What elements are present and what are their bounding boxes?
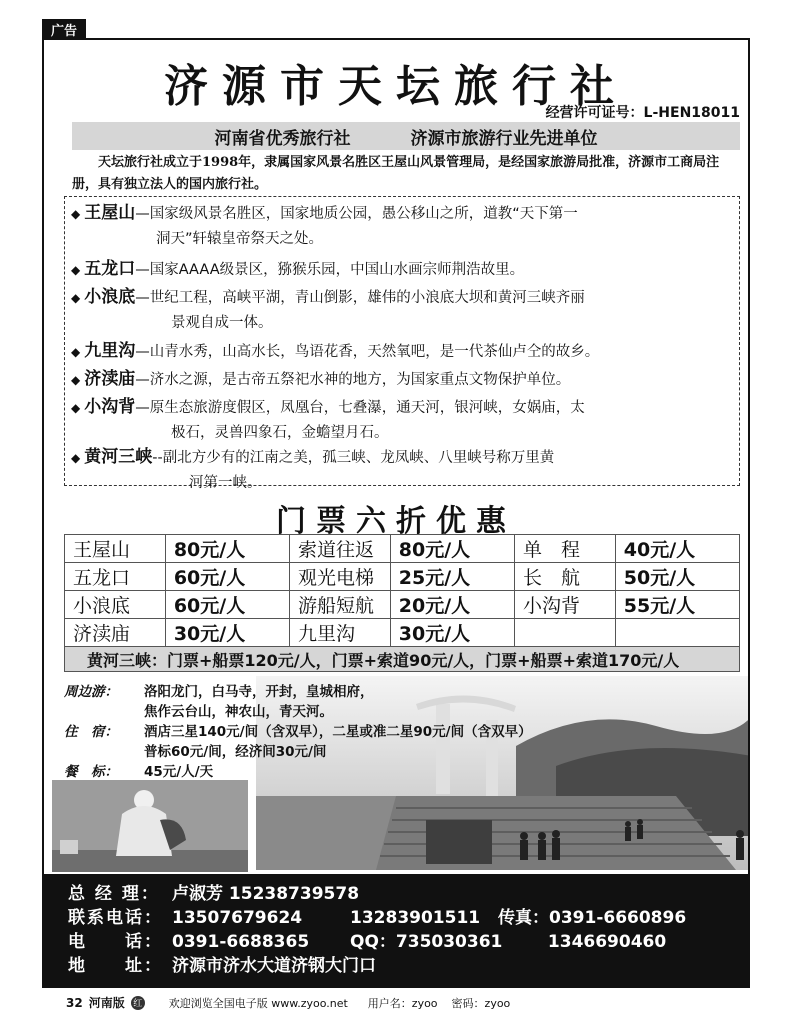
spot-sep: — xyxy=(135,262,150,278)
table-row xyxy=(65,619,740,647)
spot-sep: — xyxy=(135,344,150,360)
price-name: 长 航 xyxy=(514,563,615,591)
spot-sep: — xyxy=(135,290,150,306)
price-value: 55元/人 xyxy=(615,591,739,619)
price-value: 80元/人 xyxy=(165,535,289,563)
ad-tag: 广告 xyxy=(42,19,86,39)
price-name: 小沟背 xyxy=(514,591,615,619)
price-name: 单 程 xyxy=(514,535,615,563)
spot-name: 九里沟 xyxy=(84,341,136,361)
spot-desc-cont: 洞天”轩辕皇帝祭天之处。 xyxy=(156,231,324,247)
diamond-bullet-icon: ◆ xyxy=(71,207,81,221)
stay-value-2: 普标60元/间，经济间30元/间 xyxy=(144,744,327,760)
spot-desc: 山青水秀，山高水长，鸟语花香，天然氧吧，是一代茶仙卢仝的故乡。 xyxy=(149,344,600,360)
price-name: 王屋山 xyxy=(65,535,166,563)
agency-title: 济源市天坛旅行社 xyxy=(164,61,628,112)
spot-desc: 世纪工程，高峡平湖，青山倒影，雄伟的小浪底大坝和黄河三峡齐丽 xyxy=(149,290,585,306)
price-value: 50元/人 xyxy=(615,563,739,591)
spot-xiaogoubei xyxy=(71,395,733,446)
intro-text: 天坛旅行社成立于1998年，隶属国家风景名胜区王屋山风景管理局，是经国家旅游局批准，济源市工商局注册，具有独立法人的国内旅行社。 xyxy=(72,155,720,192)
spot-name: 小浪底 xyxy=(84,287,136,307)
spot-name: 小沟背 xyxy=(84,397,136,417)
address-row xyxy=(68,954,738,978)
scenic-spots-box xyxy=(64,196,740,491)
price-value xyxy=(615,619,739,647)
ticket-price-table xyxy=(64,534,740,647)
tour-line-1 xyxy=(64,682,374,702)
tour-value-1: 洛阳龙门，白马寺，开封，皇城相府， xyxy=(144,684,374,700)
diamond-bullet-icon: ◆ xyxy=(71,345,81,359)
price-name: 观光电梯 xyxy=(289,563,390,591)
promo-title: 门票六折优惠 xyxy=(276,504,516,539)
spot-sep: — xyxy=(135,372,150,388)
ad-frame xyxy=(42,38,750,988)
spot-desc-cont: 河第一峡。 xyxy=(189,475,262,491)
spot-name: 五龙口 xyxy=(84,259,136,279)
price-name: 索道往返 xyxy=(289,535,390,563)
diamond-bullet-icon: ◆ xyxy=(71,263,81,277)
table-row xyxy=(65,563,740,591)
footer-password: 密码：zyoo xyxy=(451,996,511,1010)
price-name: 小浪底 xyxy=(65,591,166,619)
spot-huanghesanxia xyxy=(71,445,733,496)
price-name: 济渎庙 xyxy=(65,619,166,647)
price-name: 游船短航 xyxy=(289,591,390,619)
stay-label: 住 宿： xyxy=(64,724,118,740)
qq-extra: 1346690460 xyxy=(547,932,667,952)
meal-line xyxy=(64,762,213,782)
spot-wangwushan xyxy=(71,201,733,252)
edition-label: 河南版 xyxy=(88,996,125,1010)
stay-line-1 xyxy=(64,722,532,742)
tel-value: 0391-6688365 xyxy=(172,932,310,952)
statue-photo xyxy=(52,780,248,872)
spot-sep: — xyxy=(135,206,150,222)
diamond-bullet-icon: ◆ xyxy=(71,373,81,387)
price-value: 80元/人 xyxy=(390,535,514,563)
spot-desc: 济水之源，是古帝五祭祀水神的地方，为国家重点文物保护单位。 xyxy=(149,372,571,388)
contact-panel xyxy=(44,874,748,988)
edition-badge-icon: 红 xyxy=(131,996,145,1010)
honor-1: 河南省优秀旅行社 xyxy=(214,128,351,149)
price-value: 25元/人 xyxy=(390,563,514,591)
fax-value: 0391-6660896 xyxy=(549,908,687,928)
spot-sep: -- xyxy=(152,450,163,466)
price-value: 40元/人 xyxy=(615,535,739,563)
spot-desc-cont: 极石，灵兽四象石，金蟾望月石。 xyxy=(171,425,389,441)
price-name: 五龙口 xyxy=(65,563,166,591)
manager-value: 卢淑芳 15238739578 xyxy=(172,884,360,904)
spot-name: 王屋山 xyxy=(84,203,136,223)
tel-row xyxy=(68,930,738,954)
license-number: 经营许可证号：L-HEN18011 xyxy=(545,105,740,121)
spot-xiaolangdi xyxy=(71,285,733,336)
site-note[interactable]: 欢迎浏览全国电子版 www.zyoo.net xyxy=(168,996,348,1010)
stay-value-1: 酒店三星140元/间（含双早），二星或准二星90元/间（含双早） xyxy=(144,724,532,740)
price-value: 30元/人 xyxy=(390,619,514,647)
manager-row xyxy=(68,882,738,906)
price-name xyxy=(514,619,615,647)
tel-label: 电 话： xyxy=(68,932,163,952)
diamond-bullet-icon: ◆ xyxy=(71,401,81,415)
page-footer xyxy=(66,994,510,1011)
page-number: 32 xyxy=(66,995,83,1010)
huanghe-price-bar: 黄河三峡：门票+船票120元/人，门票+索道90元/人，门票+船票+索道170元/人 xyxy=(64,646,740,672)
diamond-bullet-icon: ◆ xyxy=(71,451,81,465)
manager-label: 总 经 理： xyxy=(68,884,160,904)
price-value: 60元/人 xyxy=(165,563,289,591)
price-value: 60元/人 xyxy=(165,591,289,619)
honor-2: 济源市旅游行业先进单位 xyxy=(410,128,598,149)
spot-desc: 国家级风景名胜区，国家地质公园，愚公移山之所，道教“天下第一 xyxy=(149,206,578,222)
spot-wulongkou xyxy=(71,257,733,283)
price-value: 20元/人 xyxy=(390,591,514,619)
phone-label: 联系电话： xyxy=(68,908,163,928)
spot-sep: — xyxy=(135,400,150,416)
spot-jiuligou xyxy=(71,339,733,365)
table-row xyxy=(65,591,740,619)
phone-2: 13283901511 xyxy=(350,908,481,928)
tour-value-2: 焦作云台山，神农山，青天河。 xyxy=(144,704,333,720)
table-row xyxy=(65,535,740,563)
address-value: 济源市济水大道济钢大门口 xyxy=(172,956,376,976)
footer-user: 用户名：zyoo xyxy=(367,996,438,1010)
tour-label: 周边游： xyxy=(64,684,118,700)
spot-desc: 原生态旅游度假区，凤凰台，七叠瀑，通天河，银河峡，女娲庙，太 xyxy=(149,400,585,416)
qq-label: QQ： xyxy=(350,932,396,952)
qq-value: 735030361 xyxy=(395,932,503,952)
meal-label: 餐 标： xyxy=(64,764,118,780)
phone-1: 13507679624 xyxy=(172,908,303,928)
spot-desc: 国家AAAA级景区，猕猴乐园，中国山水画宗师荆浩故里。 xyxy=(149,262,525,278)
diamond-bullet-icon: ◆ xyxy=(71,291,81,305)
honors-bar xyxy=(72,122,740,150)
spot-desc: 副北方少有的江南之美，孤三峡、龙凤峡、八里峡号称万里黄 xyxy=(162,450,555,466)
spot-name: 济渎庙 xyxy=(84,369,136,389)
spot-jidumiao xyxy=(71,367,733,393)
spot-name: 黄河三峡 xyxy=(84,447,153,467)
phone-row xyxy=(68,906,738,930)
address-label: 地 址： xyxy=(68,956,163,976)
meal-value: 45元/人/天 xyxy=(144,764,214,780)
price-name: 九里沟 xyxy=(289,619,390,647)
price-value: 30元/人 xyxy=(165,619,289,647)
fax-label: 传真： xyxy=(498,908,549,928)
spot-desc-cont: 景观自成一体。 xyxy=(171,315,273,331)
